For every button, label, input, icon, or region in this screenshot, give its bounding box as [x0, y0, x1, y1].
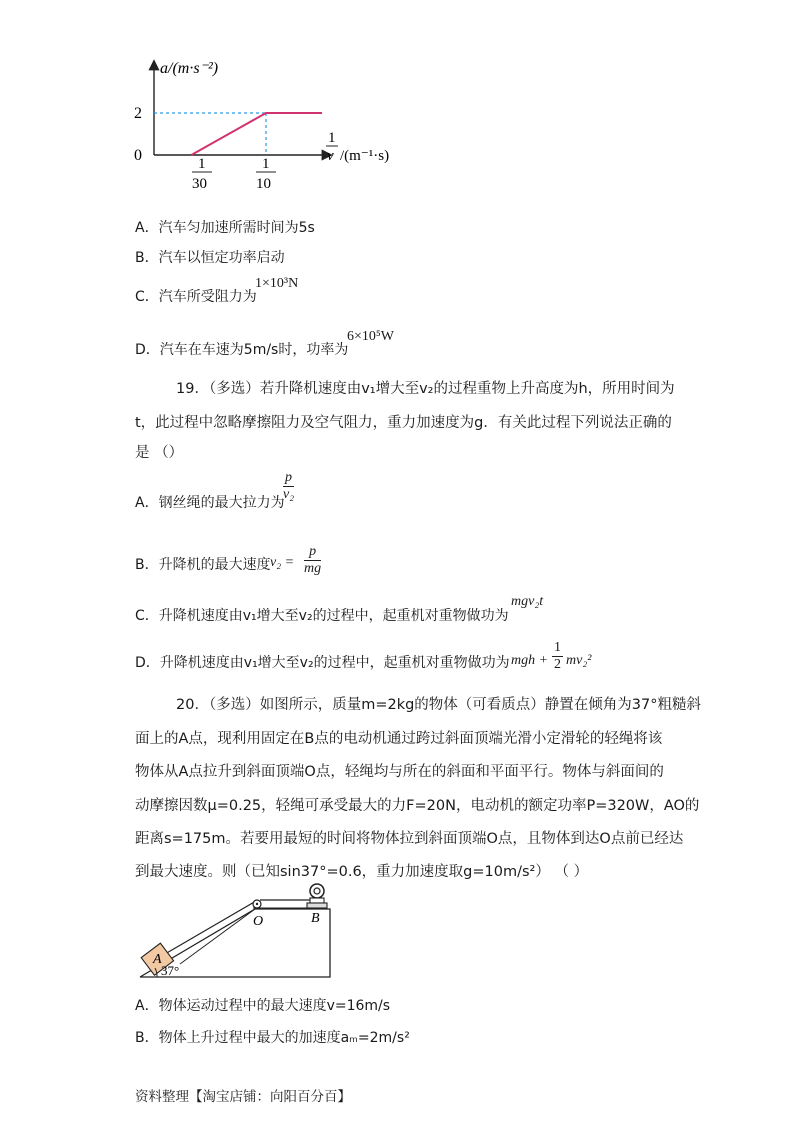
- q20-option-b: B．物体上升过程中最大的加速度aₘ=2m/s²: [135, 1030, 410, 1046]
- y-axis-label: a/(m·s⁻²): [160, 60, 219, 77]
- q18-option-c: C．汽车所受阻力为: [135, 289, 257, 305]
- q19-option-c: C．升降机速度由v₁增大至v₂的过程中，起重机对重物做功为: [135, 608, 509, 624]
- q19-option-a: A．钢丝绳的最大拉力为: [135, 495, 285, 511]
- footer-source: 资料整理【淘宝店铺：向阳百分百】: [135, 1089, 351, 1105]
- angle-label: 37°: [161, 963, 180, 978]
- q19-option-b: B．升降机的最大速度: [135, 557, 271, 573]
- q20-line4: 动摩擦因数μ=0.25，轻绳可承受最大的力F=20N，电动机的额定功率P=320W，AO的: [135, 798, 700, 814]
- q19-line1: 19．（多选）若升降机速度由v₁增大至v₂的过程重物上升高度为h，所用时间为: [176, 381, 675, 397]
- label-b: B: [311, 911, 320, 926]
- q19-option-b-lhs: v₂ =: [270, 555, 295, 570]
- q18-option-d-math: 6×10⁵W: [347, 329, 394, 344]
- series-line: [191, 113, 322, 155]
- q20-line5: 距离s=175m。若要用最短的时间将物体拉到斜面顶端O点，且物体到达O点前已经达: [135, 831, 684, 847]
- label-o: O: [253, 914, 264, 929]
- acceleration-graph: [120, 50, 420, 195]
- q19-option-d-math: mgh +: [511, 653, 549, 668]
- q18-option-b: B．汽车以恒定功率启动: [135, 250, 285, 266]
- rope-incline: [165, 901, 256, 954]
- q19-option-a-fraction: $\frac{p}{\text{v₂}}$: [283, 470, 295, 502]
- x-tick2-den: 10: [256, 176, 271, 192]
- q19-option-d-math2: mv₂²: [566, 653, 592, 668]
- q20-line1: 20．（多选）如图所示，质量m=2kg的物体（可看质点）静置在倾角为37°粗糙斜: [176, 697, 701, 713]
- q18-option-c-math: 1×10³N: [255, 276, 299, 291]
- x-axis-label-num: 1: [328, 130, 336, 146]
- q19-line2: t，此过程中忽略摩擦阻力及空气阻力，重力加速度为g．有关此过程下列说法正确的: [135, 415, 672, 431]
- q18-option-d: D．汽车在车速为5m/s时，功率为: [135, 342, 349, 358]
- x-tick2-num: 1: [262, 156, 270, 172]
- q19-option-b-fraction: $\frac{p}{mg}$: [304, 544, 322, 576]
- origin-label: 0: [134, 147, 142, 164]
- x-tick1-num: 1: [198, 156, 206, 172]
- x-tick1-den: 30: [192, 176, 207, 192]
- q20-line6: 到最大速度。则（已知sin37°=0.6，重力加速度取g=10m/s²） （ ）: [135, 864, 589, 880]
- q20-line2: 面上的A点，现利用固定在B点的电动机通过跨过斜面顶端光滑小定滑轮的轻绳将该: [135, 731, 663, 747]
- q19-option-d-fraction: $\frac{1}{2}$: [554, 640, 561, 672]
- q20-line3: 物体从A点拉升到斜面顶端O点，轻绳均与所在的斜面和平面平行。物体与斜面间的: [135, 764, 664, 780]
- q19-line3: 是 （）: [135, 445, 184, 461]
- label-a: A: [153, 952, 162, 967]
- x-axis-label-den: v: [327, 148, 334, 164]
- q19-option-c-math: mgv₂t: [511, 594, 544, 609]
- y-tick-2: 2: [134, 105, 142, 122]
- x-axis-label-rest: /(m⁻¹·s): [340, 148, 390, 164]
- motor-icon: [307, 884, 327, 908]
- q18-option-a: A．汽车匀加速所需时间为5s: [135, 220, 315, 236]
- incline-diagram: [135, 878, 345, 984]
- q19-option-d: D．升降机速度由v₁增大至v₂的过程中，起重机对重物做功为: [135, 655, 510, 671]
- q20-option-a: A．物体运动过程中的最大速度v=16m/s: [135, 998, 391, 1014]
